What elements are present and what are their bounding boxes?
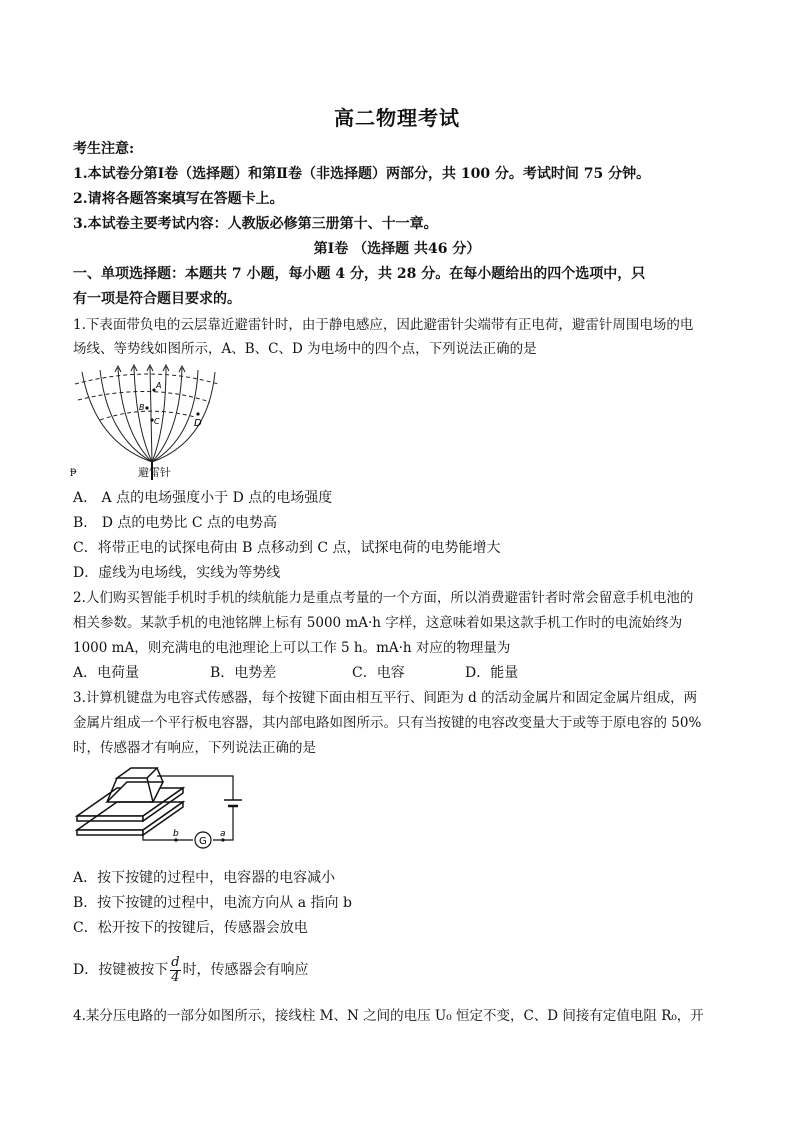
q3-stem-line2: 金属片组成一个平行板电容器，其内部电路如图所示。只有当按键的电容改变量大于或等于原电容的 50% xyxy=(73,715,702,731)
q2-stem-line3: 1000 mA，则充满电的电池理论上可以工作 5 h。mA·h 对应的物理量为 xyxy=(73,640,511,656)
q2-option-b: B．电势差 xyxy=(210,665,277,681)
q2-option-c: C．电容 xyxy=(352,665,405,681)
q3-stem-line1: 3.计算机键盘为电容式传感器，每个按键下面由相互平行、间距为 d 的活动金属片和固定金属片组成，两 xyxy=(73,690,698,706)
q1-label-a: A xyxy=(156,381,162,390)
q3-label-a: a xyxy=(220,829,226,839)
section1-title: 第Ⅰ卷 （选择题 共46 分） xyxy=(313,241,481,257)
part1-heading-line2: 有一项是符合题目要求的。 xyxy=(73,291,241,307)
q3-option-d-num: d xyxy=(171,954,180,970)
q1-option-c: C．将带正电的试探电荷由 B 点移动到 C 点，试探电荷的电势能增大 xyxy=(73,540,501,556)
q3-option-d-suffix: 时，传感器会有响应 xyxy=(182,962,309,978)
q1-option-d: D．虚线为电场线，实线为等势线 xyxy=(73,565,281,581)
q3-option-c: C．松开按下的按键后，传感器会放电 xyxy=(73,920,308,936)
q2-option-a: A．电荷量 xyxy=(73,665,140,681)
q1-stem-line1: 1.下表面带负电的云层靠近避雷针时，由于静电感应，因此避雷针尖端带有正电荷，避雷针周围电场的电 xyxy=(73,317,694,333)
q1-option-b: B． D 点的电势比 C 点的电势高 xyxy=(73,515,278,531)
q1-corner-mark: ᵽ xyxy=(70,466,77,477)
q1-stem-line2: 场线、等势线如图所示，A、B、C、D 为电场中的四个点，下列说法正确的是 xyxy=(73,341,537,357)
q1-label-b: B xyxy=(139,403,145,412)
notice-item-1: 1.本试卷分第Ⅰ卷（选择题）和第Ⅱ卷（非选择题）两部分，共 100 分。考试时间 75 分钟。 xyxy=(73,166,651,182)
q3-galvanometer-label: G xyxy=(199,836,207,847)
q2-stem-line1: 2.人们购买智能手机时手机的续航能力是重点考量的一个方面，所以消费避雷针者时常会留意手机电池的 xyxy=(73,590,694,606)
q3-option-d-den: 4 xyxy=(171,969,180,985)
notice-item-2: 2.请将各题答案填写在答题卡上。 xyxy=(73,191,284,207)
q3-option-b: B．按下按键的过程中，电流方向从 a 指向 b xyxy=(73,895,352,911)
q3-stem-line3: 时，传感器才有响应，下列说法正确的是 xyxy=(73,740,316,756)
q3-option-d-prefix: D．按键被按下 xyxy=(73,962,169,978)
q4-stem-line1: 4.某分压电路的一部分如图所示，接线柱 M、N 之间的电压 U₀ 恒定不变，C、D 间接有定值电阻 R₀，开 xyxy=(73,1008,704,1024)
q1-label-d: D xyxy=(194,418,202,429)
q2-stem-line2: 相关参数。某款手机的电池铭牌上标有 5000 mA·h 字样，这意味着如果这款手机工作时的电流始终为 xyxy=(73,615,683,631)
notice-item-3: 3.本试卷主要考试内容：人教版必修第三册第十、十一章。 xyxy=(73,216,438,232)
q3-label-b: b xyxy=(173,829,179,839)
q3-keyboard-capacitor-figure xyxy=(73,764,245,860)
q1-option-a: A． A 点的电场强度小于 D 点的电场强度 xyxy=(73,490,333,506)
page-title: 高二物理考试 xyxy=(334,106,460,130)
q2-option-d: D．能量 xyxy=(465,665,519,681)
notice-heading: 考生注意: xyxy=(73,141,135,157)
part1-heading-line1: 一、单项选择题：本题共 7 小题，每小题 4 分，共 28 分。在每小题给出的四个选项中，只 xyxy=(73,266,646,282)
q3-option-d xyxy=(73,955,723,985)
q3-option-d-fraction xyxy=(170,956,180,985)
q1-rod-label: 避雷针 xyxy=(138,466,171,479)
q3-option-a: A．按下按键的过程中，电容器的电容减小 xyxy=(73,870,336,886)
q1-label-c: C xyxy=(154,417,160,426)
